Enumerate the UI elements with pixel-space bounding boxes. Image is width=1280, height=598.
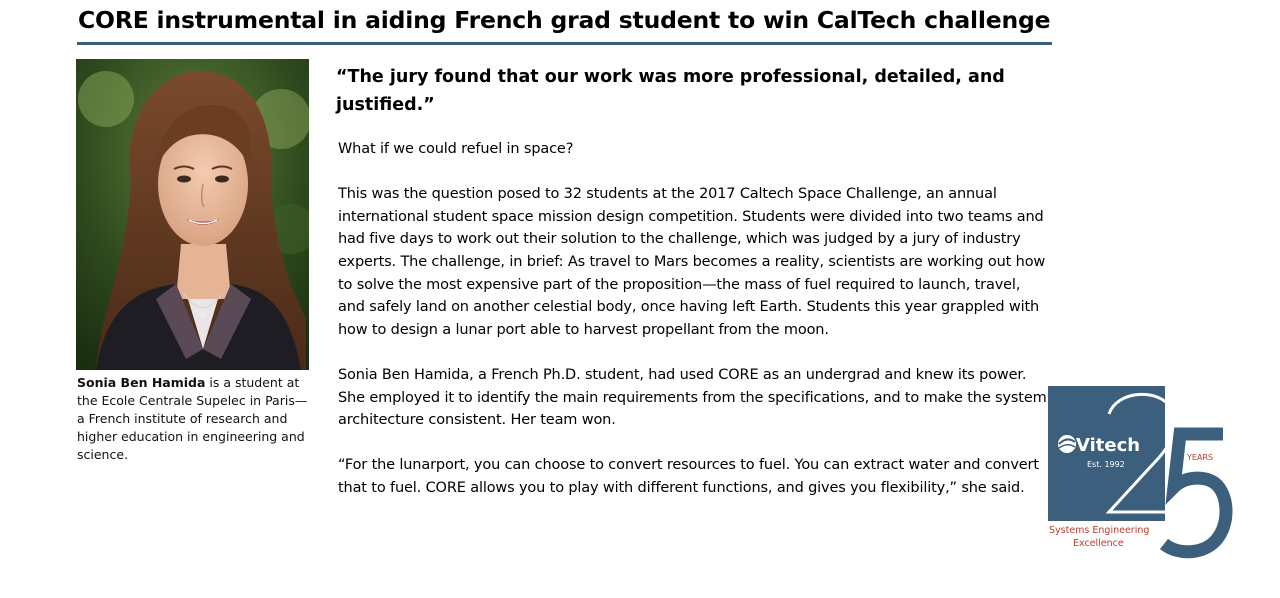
pull-quote: “The jury found that our work was more professional, detailed, and justified.” (336, 67, 1005, 115)
headline-underline (77, 42, 1052, 45)
caption-name: Sonia Ben Hamida (77, 375, 206, 390)
article-paragraph-1: What if we could refuel in space? (338, 141, 574, 157)
article-paragraph-3: Sonia Ben Hamida, a French Ph.D. student, had used CORE as an undergrad and knew its power. She employed it to identify the main requirements from the specifications, and to make the system architecture consistent. Her team won. (338, 366, 1047, 429)
photo-caption (77, 374, 313, 464)
logo-tagline-1: Systems Engineering (1049, 525, 1150, 536)
logo-years: YEARS (1187, 453, 1214, 462)
logo-brand: Vitech (1076, 435, 1141, 456)
article-paragraph-4: “For the lunarport, you can choose to convert resources to fuel. You can extract water and convert that to fuel. CORE allows you to play with different functions, and gives you flexibility,” she said. (338, 457, 1039, 496)
headline: CORE instrumental in aiding French grad student to win CalTech challenge (78, 6, 1051, 34)
vitech-25-years-logo (1047, 384, 1231, 568)
logo-five (1164, 434, 1226, 552)
article-body (338, 138, 1048, 522)
logo-tagline-2: Excellence (1073, 538, 1124, 549)
caption-text: is a student at the Ecole Centrale Supelec in Paris—a French institute of research and higher education in engineering and science. (77, 375, 308, 462)
logo-established: Est. 1992 (1087, 460, 1125, 469)
portrait-photo (76, 59, 309, 370)
article-paragraph-2: This was the question posed to 32 students at the 2017 Caltech Space Challenge, an annual international student space mission design competition. Students were divided into two teams and had five days to work out their solution to the challenge, which was judged by a jury of industry experts. The challenge, in brief: As travel to Mars becomes a reality, scientists are working out how to solve the most expensive part of the proposition—the mass of fuel required to launch, travel, and safely land on another celestial body, once having left Earth. Students this year grappled with how to design a lunar port able to harvest propellant from the moon. (338, 186, 1046, 338)
vitech-swoosh-icon (1058, 435, 1076, 453)
